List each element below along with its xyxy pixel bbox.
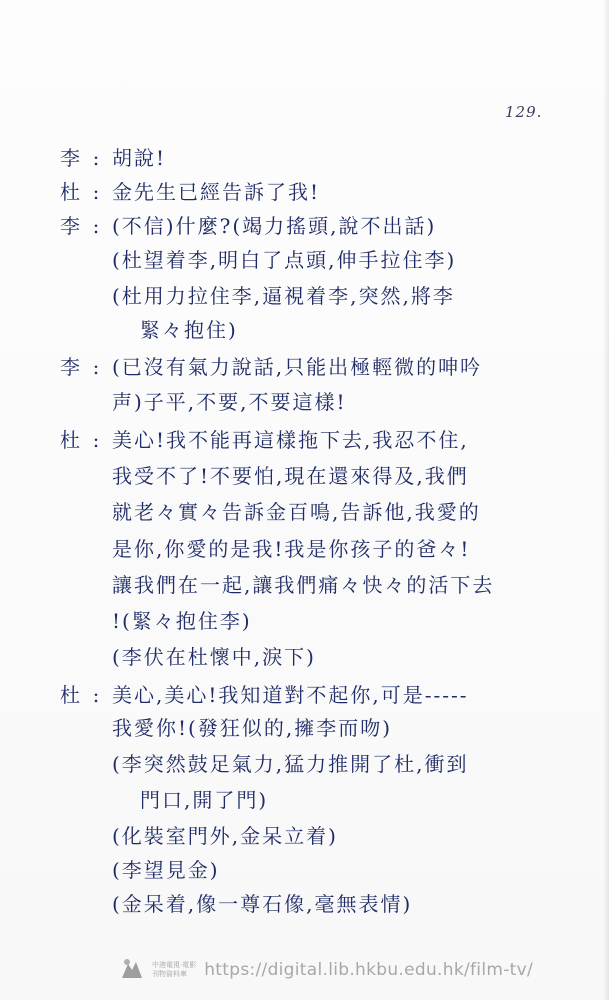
archive-watermark (118, 953, 533, 987)
speaker-label: 杜 (60, 683, 82, 707)
page-edge-shadow (603, 0, 609, 1000)
speaker-label: 李 (60, 146, 82, 170)
line-text: (不信)什麼?(竭力搖頭,說不出話) (112, 214, 437, 238)
archive-name-line1: 中港電視·電影 (152, 961, 197, 969)
line-text: 美心,美心!我知道對不起你,可是----- (112, 683, 469, 707)
stage-direction-line: (杜用力拉住李,逼視着李,突然,將李 (112, 284, 455, 308)
speaker-colon: : (92, 428, 102, 452)
dialogue-continuation: 我受不了!不要怕,現在還來得及,我們 (112, 464, 469, 488)
speaker-colon: : (92, 180, 102, 204)
stage-direction-line: (金呆着,像一尊石像,毫無表情) (112, 892, 413, 916)
dialogue-continuation: 就老々實々告訴金百鳴,告訴他,我愛的 (112, 500, 481, 524)
speaker-label: 李 (60, 355, 82, 379)
page-number: 129. (505, 103, 543, 121)
dialogue-continuation: 我愛你!(發狂似的,擁李而吻) (112, 716, 392, 740)
line-text: 金先生已經告訴了我! (112, 180, 321, 204)
stage-direction-line: (李伏在杜懷中,淚下) (112, 645, 316, 669)
speaker-colon: : (92, 146, 102, 170)
stage-direction-line: (李望見金) (112, 858, 220, 882)
line-text: 胡說! (112, 146, 167, 170)
speaker-label: 李 (60, 214, 82, 238)
dialogue-continuation: 讓我們在一起,讓我們痛々快々的活下去 (112, 573, 495, 597)
script-line (60, 355, 482, 379)
speaker-colon: : (92, 683, 102, 707)
archive-name (152, 961, 196, 979)
script-line (60, 180, 320, 204)
speaker-colon: : (92, 355, 102, 379)
dialogue-continuation: 声)子平,不要,不要這樣! (112, 390, 347, 414)
stage-direction-line: 門口,開了門) (140, 788, 269, 812)
script-line (60, 146, 166, 170)
stage-direction-line: (化裝室門外,金呆立着) (112, 824, 338, 848)
script-line (60, 428, 469, 452)
stage-direction-line: (李突然鼓足氣力,猛力推開了杜,衝到 (112, 752, 469, 776)
script-line (60, 214, 436, 238)
hkbu-film-archive-logo-icon (118, 956, 146, 984)
dialogue-continuation: 是你,你愛的是我!我是你孩子的爸々! (112, 537, 471, 561)
archive-name-line2: 刊物資料庫 (152, 970, 187, 978)
line-text: 美心!我不能再這樣拖下去,我忍不住, (112, 428, 469, 452)
stage-direction-line: 緊々抱住) (140, 318, 238, 342)
stage-direction-line: (杜望着李,明白了点頭,伸手拉住李) (112, 248, 457, 272)
script-line (60, 683, 469, 707)
line-text: (已沒有氣力說話,只能出極輕微的呻吟 (112, 355, 483, 379)
archive-url: https://digital.lib.hkbu.edu.hk/film-tv/ (204, 960, 533, 980)
speaker-colon: : (92, 214, 102, 238)
speaker-label: 杜 (60, 180, 82, 204)
speaker-label: 杜 (60, 428, 82, 452)
dialogue-continuation: !(緊々抱住李) (112, 609, 252, 633)
